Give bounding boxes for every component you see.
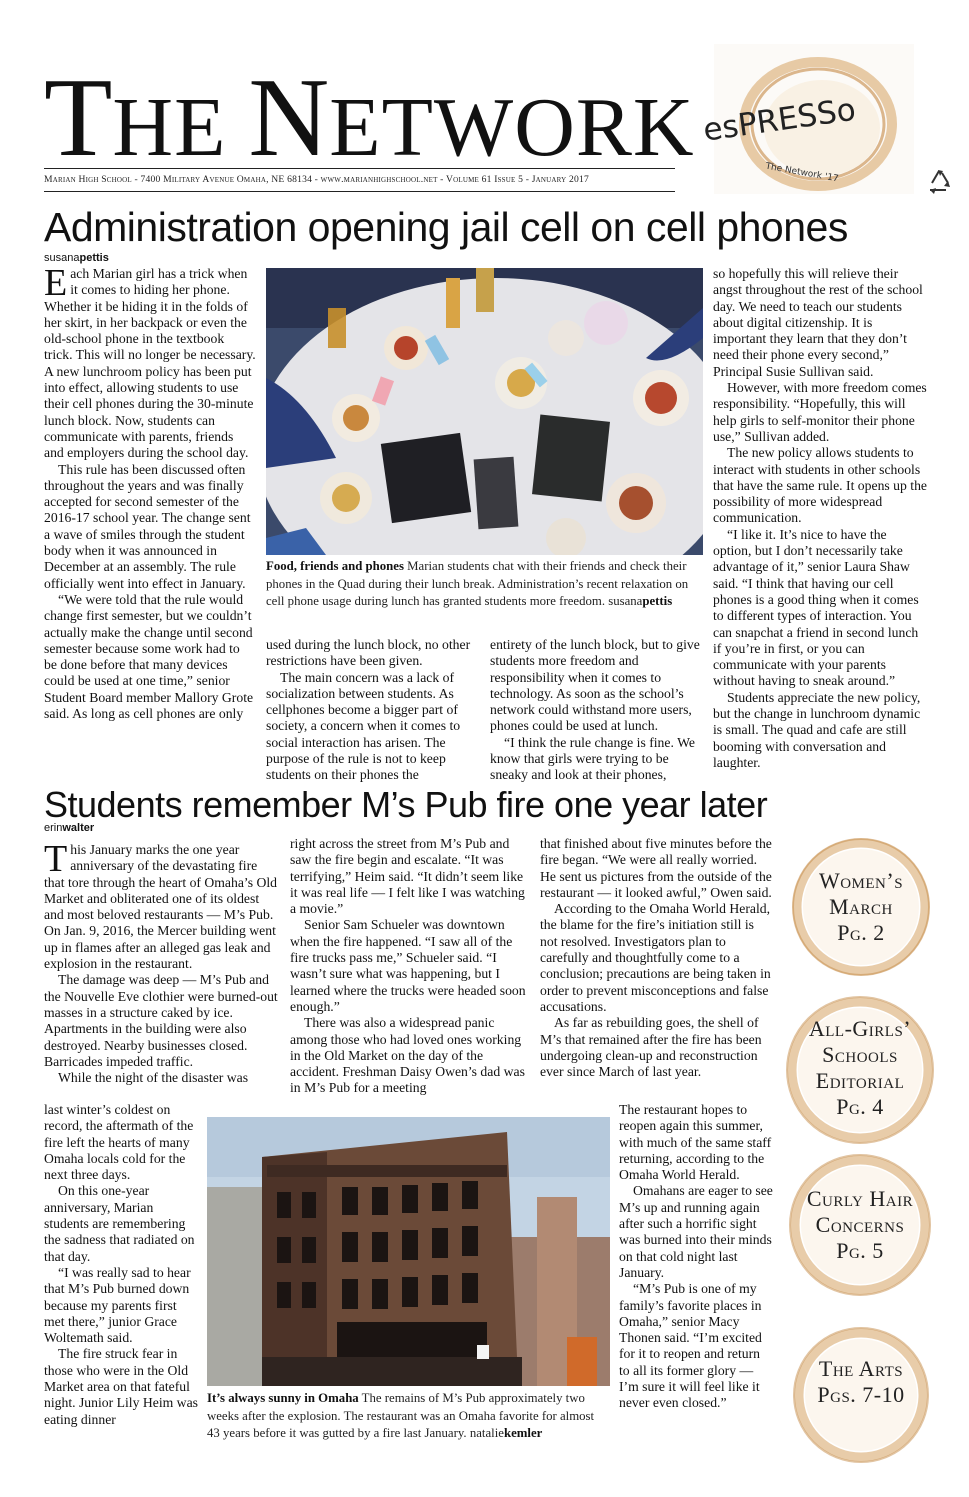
article2-caption: It’s always sunny in Omaha The remains of M’s Pub approximately two weeks after the explosion. The restaurant was an Omaha favorite for almost 43 years before it was gutted by a fire last January. nataliekemler [207, 1391, 595, 1440]
dropcap: T [44, 838, 68, 880]
masthead-info: Marian High School - 7400 Military Avenue Omaha, NE 68134 - www.marianhighschool.net - Volume 61 Issue 5 - January 2017 [44, 174, 589, 185]
article1-column-3: entirety of the lunch block, but to give students more freedom and responsibility when it comes to technology. As soon as the school’s network could withstand more users, phones could be used at lunch. “I think the rule change is fine. We know that girls were trying to be sneaky and look at their phones, [490, 637, 700, 783]
masthead-rule-top [44, 168, 675, 169]
title-network-initial: N [248, 56, 330, 180]
article2-column-3-top: that finished about five minutes before the fire began. “We were all really worried. He sent us pictures from the outside of the restaurant — it looked awful,” Owen said. According to the Omaha World Herald, the blame for the fire’s initiation still is not resolved. Investigators plan to carefully and thoughtfully come to a conclusion; precautions are being taken in order to prevent misconceptions and false accusations. As far as rebuilding goes, the shell of M’s that remained after the fire has been undergoing clean-up and reconstruction ever since March of last year. [540, 836, 772, 1080]
article2-headline: Students remember M’s Pub fire one year later [44, 784, 768, 825]
teaser-curly-hair[interactable]: Curly Hair Concerns Pg. 5 [806, 1186, 914, 1263]
article1-caption: Food, friends and phones Marian students chat with their friends and check their phones in the Quad during their lunch break. Administration’s recent relaxation on cell phone usage during lunch has granted students more freedom. susanapettis [266, 559, 689, 608]
article1-photo [266, 268, 703, 555]
article1-column-2: used during the lunch block, no other restrictions have been given. The main concern was a lack of socialization between students. As cellphones become a bigger part of society, a concern when it comes to social interaction has arisen. The purpose of the rule is not to keep students on their phones the [266, 637, 471, 783]
article1-headline: Administration opening jail cell on cell phones [44, 204, 848, 250]
article2-column-1-narrow: last winter’s coldest on record, the aftermath of the fire left the hearts of many Omaha locals cold for the next three days. On this one-year anniversary, Marian students are remembering the sadness that radiated on that day. “I was really sad to hear that M’s Pub burned down because my parents first met there,” junior Grace Woltemath said. The fire struck fear in those who were in the Old Market area on that fateful night. Junior Lily Heim was eating dinner [44, 1102, 198, 1427]
dropcap: E [44, 262, 68, 304]
lunch-table-photo [266, 268, 703, 555]
article2-column-3-narrow: The restaurant hopes to reopen again this summer, with much of the same staff returning, according to the Omaha World Herald. Omahans are eager to see M’s up and running again after such a horrific sight was burned into their minds on that cold night last January. “M’s Pub is one of my family’s favorite places in Omaha,” senior Macy Thonen said. “I’m excited for it to reopen and return to all its former glory — I’m sure it will feel like it never even closed.” [619, 1102, 773, 1411]
title-the-rest: HE [112, 81, 227, 174]
espresso-subtitle: The Network '17 [764, 161, 840, 185]
article1-column-1: Each Marian girl has a trick when it comes to hiding her phone. Whether it be hiding it in the folds of her skirt, in her backpack or even the old-school phone in the textbook trick. This will no longer be necessary. A new lunchroom policy has been put into effect, allowing students to use their cell phones during the 30-minute lunch block. Now, students can communicate with parents, friends and employers during the school day. This rule has been discussed often throughout the years and was finally accepted for second semester of the 2016-17 school year. The change sent a wave of smiles through the student body when it was announced in December at an assembly. The rule officially went into effect in January. “We were told that the rule would change first semester, but we couldn’t actually make the change until second semester because some work had to be done before that many devices could be used at one time,” senior Student Board member Mallory Grote said. As long as cell phones are only [44, 262, 256, 722]
masthead-rule-bottom [44, 191, 675, 192]
article1-byline: susanapettis [44, 252, 109, 264]
article2-byline: erinwalter [44, 822, 95, 834]
article2-column-1-top: This January marks the one year anniversary of the devastating fire that tore through the heart of Omaha’s Old Market and obliterated one of its oldest and most beloved restaurants — M’s Pub. On Jan. 9, 2016, the Mercer building went up in flames after an alleged gas leak and explosion in the restaurant. The damage was deep — M’s Pub and the Nouvelle Eve clothier were burned-out masses in a structure caked by ice. Apartments in the building were also destroyed. Nearby businesses closed. Barricades impeded traffic. While the night of the disaster was [44, 838, 278, 1086]
title-the-initial: T [44, 56, 113, 180]
teaser-the-arts[interactable]: The Arts Pgs. 7-10 [817, 1356, 905, 1407]
title-network-rest: ETWORK [329, 81, 695, 174]
recycle-icon [924, 168, 954, 196]
article1-column-4: so hopefully this will relieve their angst throughout the rest of the school day. We need to teach our students about digital citizenship. It is important they learn that they don’t need their phone every second,” Principal Susie Sullivan said. However, with more freedom comes responsibility. “Hopefully, this will help girls to self-monitor their phone use,” Sullivan added. The new policy allows students to interact with students in other schools that have the same rule. It opens up the possibility of more widespread communication. “I like it. It’s nice to have the option, but I don’t necessarily take advantage of it,” senior Laura Shaw said. “I think that having our cell phones is a good thing when it comes to different types of interaction. You can snapchat a friend in second lunch if you’re in first, or you can communicate with your parents without having to sneak around.” Students appreciate the new policy, but the change in lunchroom dynamic is small. The quad and cafe are still booming with conversation and laughter. [713, 266, 927, 770]
teaser-womens-march[interactable]: Women’s March Pg. 2 [818, 868, 904, 945]
article2-column-2: right across the street from M’s Pub and saw the fire begin and escalate. “It was terrifying,” Heim said. “It didn’t seem like it was real life — I felt like I was watching a movie.” Senior Sam Schueler was downtown when the fire happened. “I saw all of the fire trucks pass me,” Schueler said. “I wasn’t sure what was happening, but I learned where the trucks were headed soon enough.” There was also a widespread panic among those who had loved ones working in the Old Market on the day of the accident. Freshman Daisy Owen’s dad was in M’s Pub for a meeting [290, 836, 526, 1096]
burned-building-photo [207, 1117, 610, 1386]
article2-photo [207, 1117, 610, 1386]
teaser-all-girls-schools[interactable]: All-Girls’ Schools Editorial Pg. 4 [808, 1016, 912, 1119]
espresso-word: esPRESSo [701, 91, 858, 149]
